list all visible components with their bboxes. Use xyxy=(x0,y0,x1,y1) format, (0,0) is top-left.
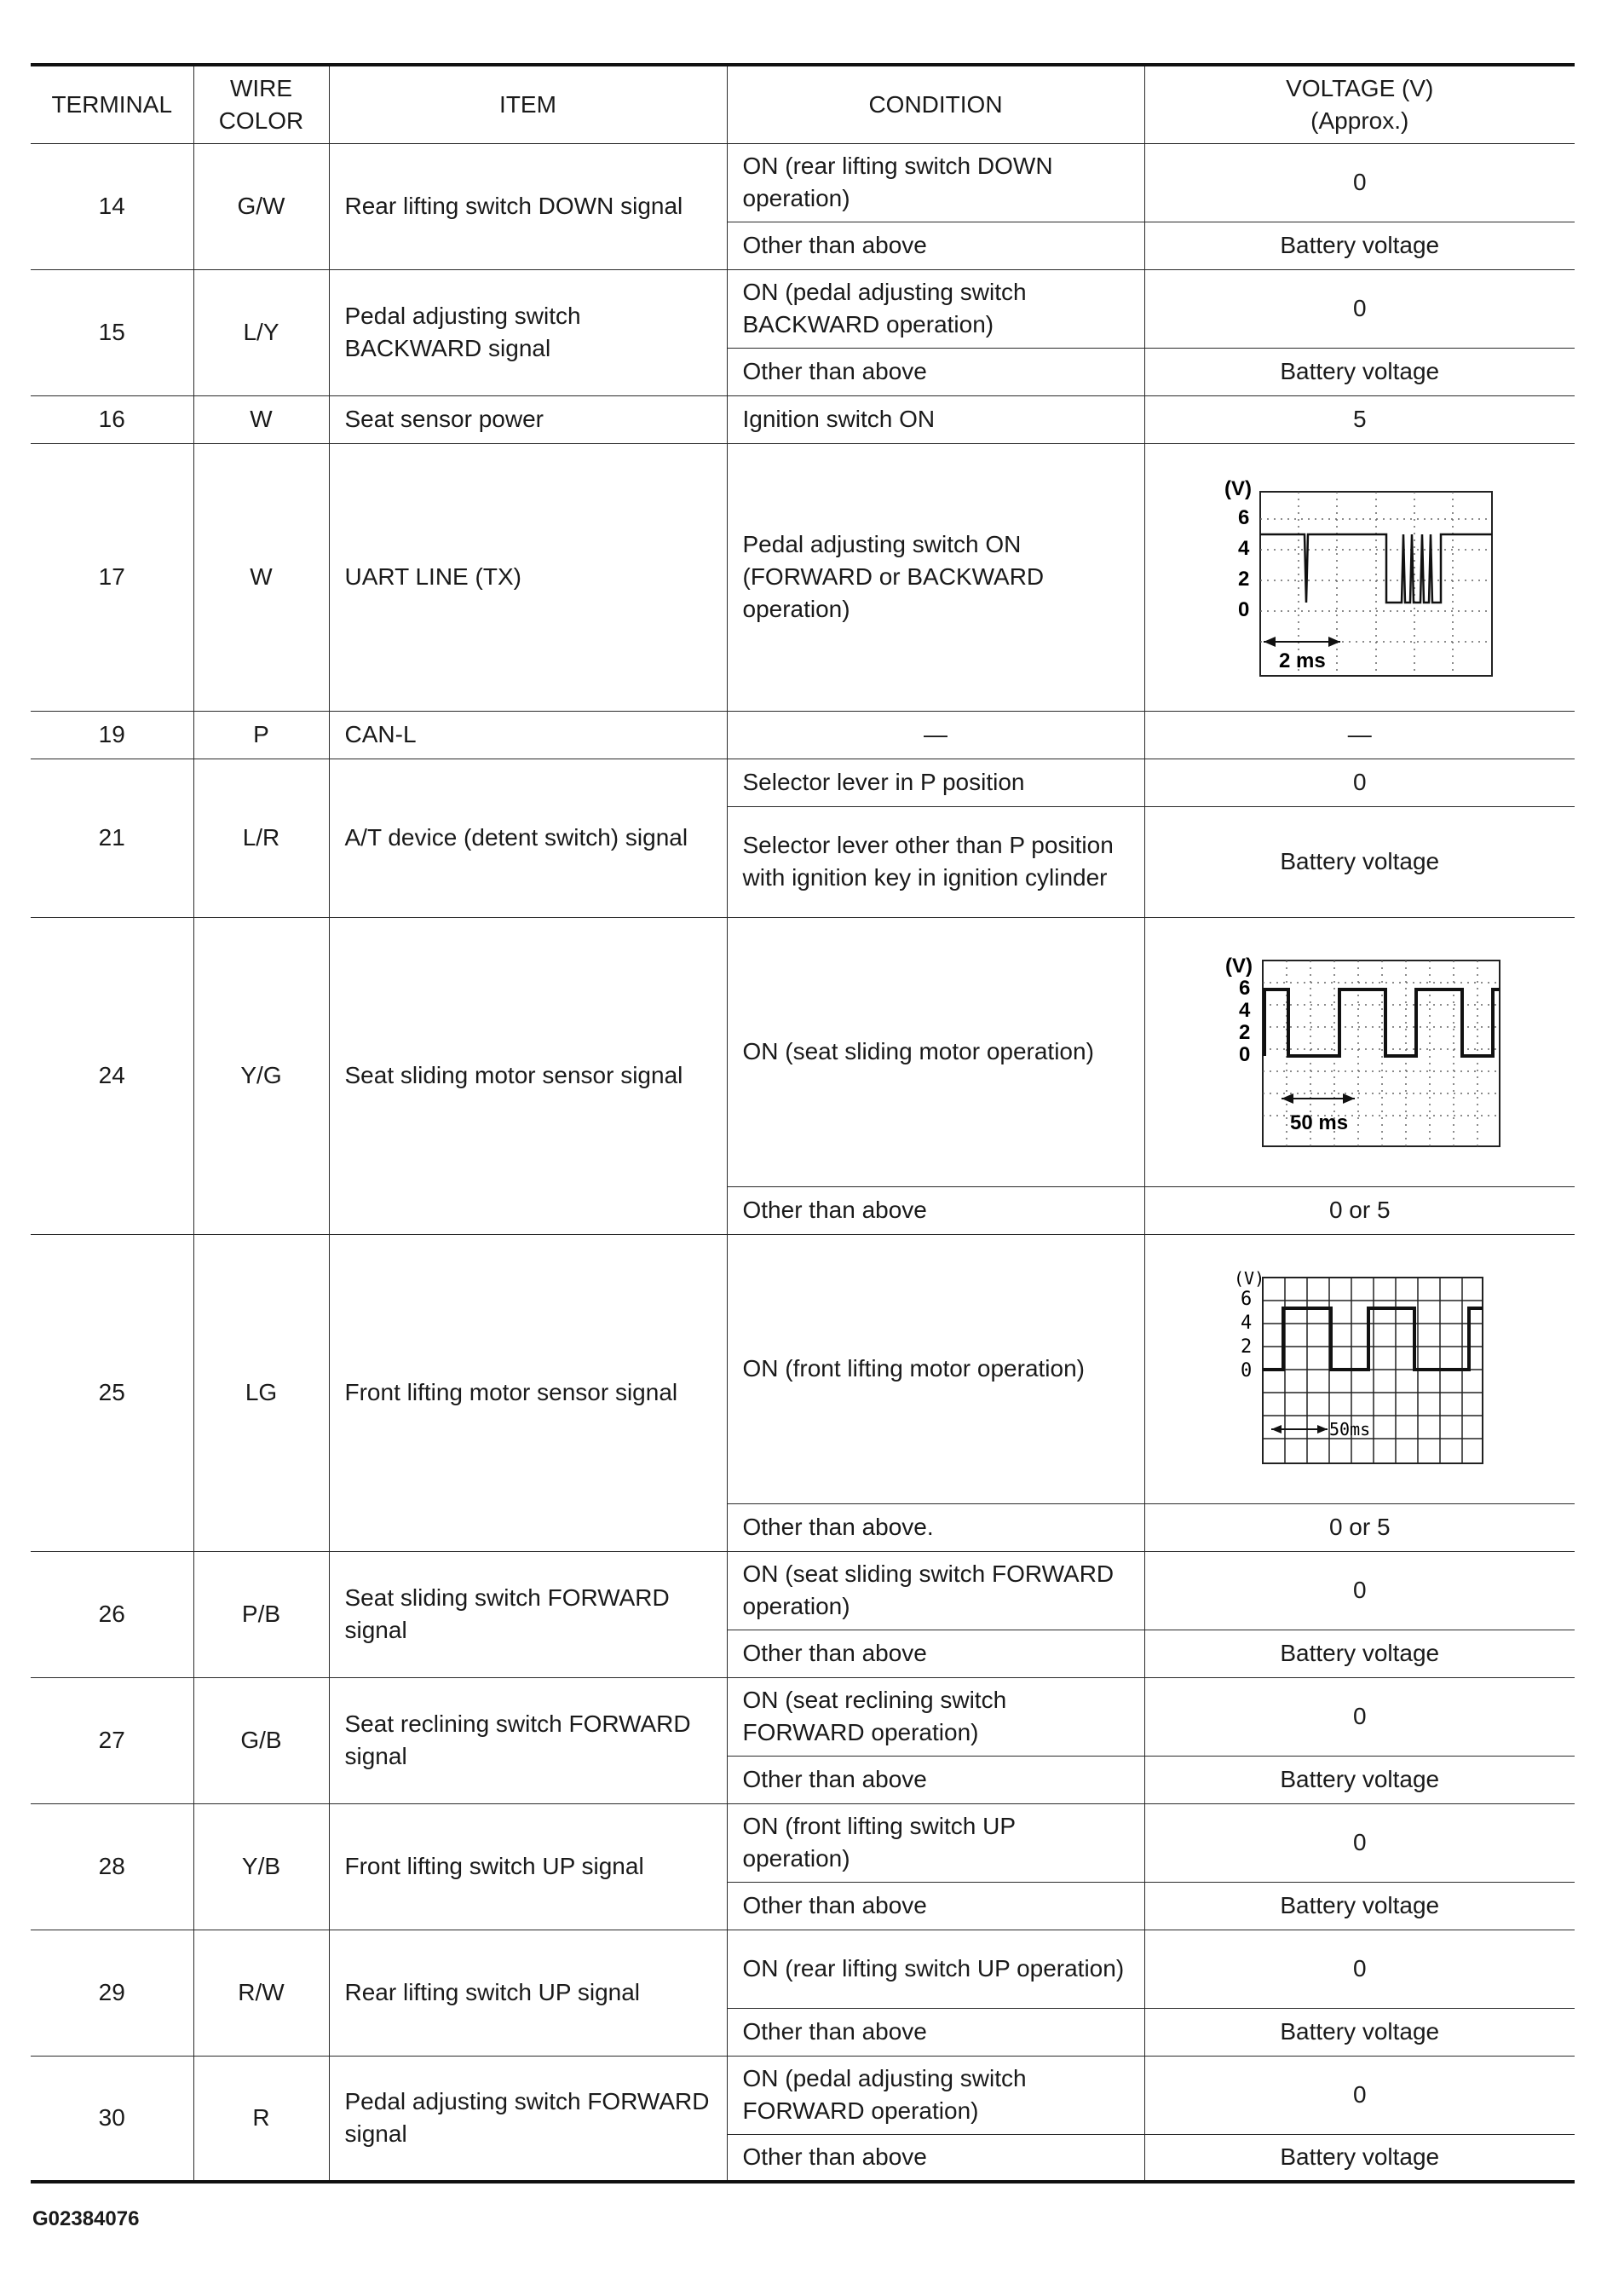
waveform-tick: 4 xyxy=(1240,1312,1252,1334)
wire-cell: L/Y xyxy=(193,269,329,395)
waveform-tick: 0 xyxy=(1240,1360,1252,1382)
header-row xyxy=(31,65,1575,143)
voltage-cell: Battery voltage xyxy=(1144,2134,1575,2182)
waveform-timebase: 2 ms xyxy=(1278,649,1326,672)
waveform-tick: 0 xyxy=(1238,1043,1251,1066)
item-cell: Rear lifting switch UP signal xyxy=(329,1930,727,2056)
table-row xyxy=(31,269,1575,348)
wire-cell: R xyxy=(193,2056,329,2182)
table-row xyxy=(31,443,1575,711)
waveform-tick: 6 xyxy=(1237,506,1250,529)
header-wire-color: WIRE COLOR xyxy=(193,65,329,143)
terminal-cell: 14 xyxy=(31,143,193,269)
voltage-cell: Battery voltage xyxy=(1144,222,1575,269)
item-cell: Pedal adjusting switch FORWARD signal xyxy=(329,2056,727,2182)
arrow-head-right xyxy=(1343,1093,1355,1104)
wire-cell: W xyxy=(193,395,329,443)
voltage-cell: 0 or 5 xyxy=(1144,1186,1575,1234)
wire-cell: Y/G xyxy=(193,917,329,1234)
voltage-cell xyxy=(1144,1234,1575,1503)
terminal-cell: 24 xyxy=(31,917,193,1234)
wire-cell: G/W xyxy=(193,143,329,269)
item-cell: A/T device (detent switch) signal xyxy=(329,759,727,917)
item-cell: Front lifting motor sensor signal xyxy=(329,1234,727,1551)
voltage-cell: 0 xyxy=(1144,1677,1575,1756)
header-item: ITEM xyxy=(329,65,727,143)
condition-cell: Other than above xyxy=(727,1882,1144,1930)
voltage-cell xyxy=(1144,917,1575,1186)
table-row xyxy=(31,1930,1575,2008)
item-cell: Seat reclining switch FORWARD signal xyxy=(329,1677,727,1803)
voltage-cell: 5 xyxy=(1144,395,1575,443)
terminal-cell: 29 xyxy=(31,1930,193,2056)
waveform-tick: 4 xyxy=(1238,999,1251,1022)
header-voltage: VOLTAGE (V) (Approx.) xyxy=(1144,65,1575,143)
item-cell: Seat sensor power xyxy=(329,395,727,443)
wire-cell: P/B xyxy=(193,1551,329,1677)
item-cell: UART LINE (TX) xyxy=(329,443,727,711)
voltage-cell: Battery voltage xyxy=(1144,1756,1575,1803)
table-row xyxy=(31,759,1575,806)
voltage-cell: Battery voltage xyxy=(1144,1630,1575,1677)
terminal-cell: 26 xyxy=(31,1551,193,1677)
wire-cell: R/W xyxy=(193,1930,329,2056)
terminal-cell: 28 xyxy=(31,1803,193,1930)
condition-cell: ON (pedal adjusting switch FORWARD operation) xyxy=(727,2056,1144,2134)
condition-cell: Other than above xyxy=(727,1630,1144,1677)
waveform-tick: 4 xyxy=(1237,537,1250,560)
waveform-tick: 0 xyxy=(1237,598,1250,621)
wire-cell: Y/B xyxy=(193,1803,329,1930)
arrow-head-right xyxy=(1328,637,1340,647)
voltage-cell: 0 or 5 xyxy=(1144,1503,1575,1551)
item-cell: Pedal adjusting switch BACKWARD signal xyxy=(329,269,727,395)
item-cell: Seat sliding motor sensor signal xyxy=(329,917,727,1234)
condition-cell: Other than above xyxy=(727,348,1144,395)
condition-cell: Other than above xyxy=(727,2008,1144,2056)
terminal-table xyxy=(31,63,1575,2184)
item-cell: CAN-L xyxy=(329,711,727,759)
table-row xyxy=(31,143,1575,222)
condition-cell: Ignition switch ON xyxy=(727,395,1144,443)
condition-cell: Pedal adjusting switch ON (FORWARD or BACKWARD operation) xyxy=(727,443,1144,711)
table-row xyxy=(31,1677,1575,1756)
condition-cell: ON (seat reclining switch FORWARD operation) xyxy=(727,1677,1144,1756)
table-row xyxy=(31,395,1575,443)
figure-code: G02384076 xyxy=(32,2207,140,2230)
waveform-unit-label: (V) xyxy=(1224,955,1253,978)
voltage-cell: 0 xyxy=(1144,1803,1575,1882)
terminal-cell: 19 xyxy=(31,711,193,759)
waveform-trace xyxy=(1263,1308,1483,1370)
voltage-cell: 0 xyxy=(1144,1551,1575,1630)
condition-cell: Selector lever other than P position with ignition key in ignition cylinder xyxy=(727,806,1144,917)
voltage-cell: 0 xyxy=(1144,1930,1575,2008)
arrow-head-left xyxy=(1271,1425,1282,1434)
condition-cell: ON (seat sliding motor operation) xyxy=(727,917,1144,1186)
voltage-cell: 0 xyxy=(1144,759,1575,806)
wire-cell: W xyxy=(193,443,329,711)
header-condition: CONDITION xyxy=(727,65,1144,143)
waveform-seat-sliding-sensor xyxy=(1215,952,1505,1151)
waveform-tick: 6 xyxy=(1240,1289,1252,1310)
terminal-cell: 21 xyxy=(31,759,193,917)
table-row xyxy=(31,2056,1575,2134)
terminal-cell: 15 xyxy=(31,269,193,395)
wire-cell: L/R xyxy=(193,759,329,917)
waveform-tick: 2 xyxy=(1237,568,1250,591)
condition-cell: ON (front lifting motor operation) xyxy=(727,1234,1144,1503)
table-row xyxy=(31,1551,1575,1630)
condition-cell: — xyxy=(727,711,1144,759)
arrow-head-left xyxy=(1282,1093,1293,1104)
arrow-head-right xyxy=(1317,1425,1328,1434)
terminal-cell: 25 xyxy=(31,1234,193,1551)
wire-cell: G/B xyxy=(193,1677,329,1803)
terminal-cell: 17 xyxy=(31,443,193,711)
waveform-front-lifting-sensor xyxy=(1232,1269,1488,1468)
arrow-head-left xyxy=(1264,637,1276,647)
condition-cell: Other than above xyxy=(727,1756,1144,1803)
voltage-cell xyxy=(1144,443,1575,711)
terminal-cell: 16 xyxy=(31,395,193,443)
wire-cell: LG xyxy=(193,1234,329,1551)
voltage-cell: 0 xyxy=(1144,2056,1575,2134)
waveform-unit-label: (V) xyxy=(1233,1269,1264,1289)
waveform-timebase: 50 ms xyxy=(1289,1111,1348,1134)
voltage-cell: Battery voltage xyxy=(1144,348,1575,395)
waveform-uart-tx xyxy=(1219,475,1500,679)
terminal-cell: 27 xyxy=(31,1677,193,1803)
waveform-tick: 6 xyxy=(1238,977,1251,1000)
condition-cell: ON (pedal adjusting switch BACKWARD operation) xyxy=(727,269,1144,348)
voltage-cell: 0 xyxy=(1144,269,1575,348)
waveform-timebase: 50ms xyxy=(1328,1419,1370,1439)
voltage-cell: Battery voltage xyxy=(1144,1882,1575,1930)
voltage-cell: Battery voltage xyxy=(1144,2008,1575,2056)
condition-cell: Other than above. xyxy=(727,1503,1144,1551)
table-row xyxy=(31,1234,1575,1503)
condition-cell: ON (front lifting switch UP operation) xyxy=(727,1803,1144,1882)
condition-cell: ON (seat sliding switch FORWARD operation) xyxy=(727,1551,1144,1630)
wire-cell: P xyxy=(193,711,329,759)
condition-cell: Other than above xyxy=(727,222,1144,269)
condition-cell: ON (rear lifting switch DOWN operation) xyxy=(727,143,1144,222)
waveform-tick: 2 xyxy=(1240,1336,1252,1358)
voltage-cell: 0 xyxy=(1144,143,1575,222)
header-terminal: TERMINAL xyxy=(31,65,193,143)
waveform-grid xyxy=(1260,492,1492,676)
condition-cell: Selector lever in P position xyxy=(727,759,1144,806)
item-cell: Front lifting switch UP signal xyxy=(329,1803,727,1930)
voltage-cell: — xyxy=(1144,711,1575,759)
waveform-tick: 2 xyxy=(1238,1021,1251,1044)
table-row xyxy=(31,1803,1575,1882)
table-row xyxy=(31,711,1575,759)
item-cell: Seat sliding switch FORWARD signal xyxy=(329,1551,727,1677)
table-row xyxy=(31,917,1575,1186)
voltage-cell: Battery voltage xyxy=(1144,806,1575,917)
condition-cell: ON (rear lifting switch UP operation) xyxy=(727,1930,1144,2008)
item-cell: Rear lifting switch DOWN signal xyxy=(329,143,727,269)
condition-cell: Other than above xyxy=(727,2134,1144,2182)
condition-cell: Other than above xyxy=(727,1186,1144,1234)
waveform-unit-label: (V) xyxy=(1224,477,1252,500)
terminal-cell: 30 xyxy=(31,2056,193,2182)
